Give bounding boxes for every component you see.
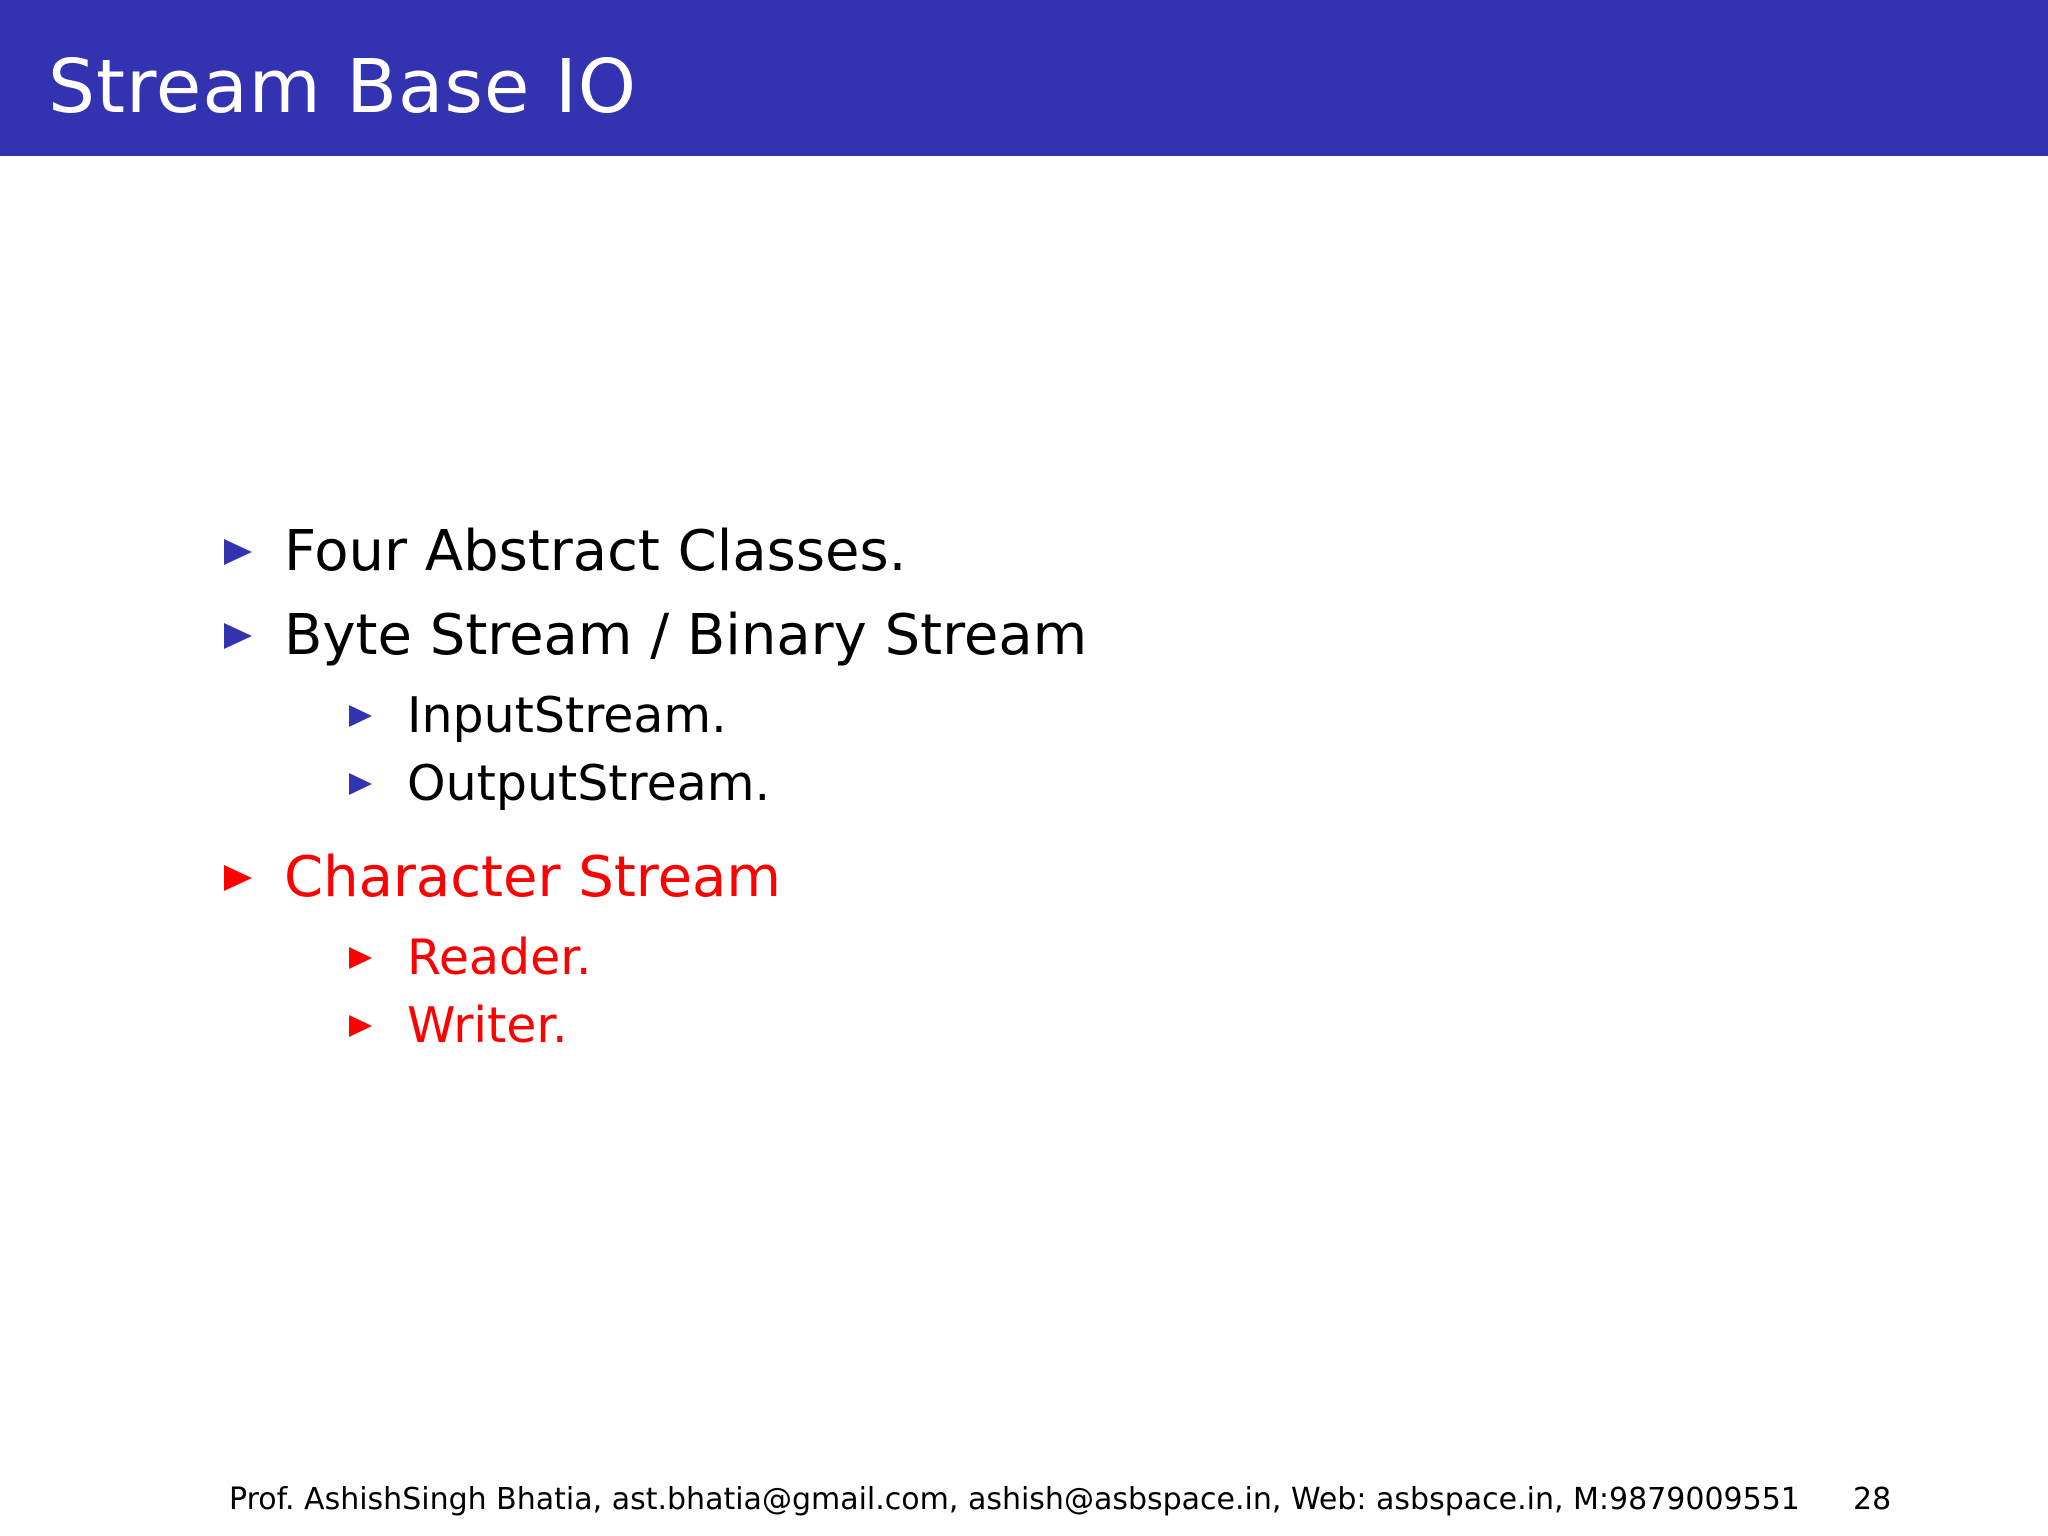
- triangle-bullet-icon: [349, 705, 372, 727]
- slide-title: Stream Base IO: [48, 44, 638, 130]
- bullet-text: Character Stream: [284, 845, 781, 910]
- triangle-bullet-icon: [349, 1015, 372, 1037]
- triangle-bullet-icon: [224, 623, 252, 649]
- page-number: 28: [1853, 1482, 1892, 1517]
- triangle-bullet-icon: [224, 865, 252, 891]
- triangle-bullet-icon: [224, 539, 252, 565]
- triangle-bullet-icon: [349, 947, 372, 969]
- bullet-text: OutputStream.: [407, 755, 771, 812]
- bullet-text: InputStream.: [407, 687, 727, 744]
- bullet-text: Reader.: [407, 929, 592, 986]
- bullet-text: Writer.: [407, 997, 568, 1054]
- bullet-text: Byte Stream / Binary Stream: [284, 603, 1088, 668]
- footer-author-info: Prof. AshishSingh Bhatia, ast.bhatia@gmail.com, ashish@asbspace.in, Web: asbspace.in, M:9879009551: [229, 1482, 1800, 1517]
- bullet-text: Four Abstract Classes.: [284, 519, 907, 584]
- triangle-bullet-icon: [349, 773, 372, 795]
